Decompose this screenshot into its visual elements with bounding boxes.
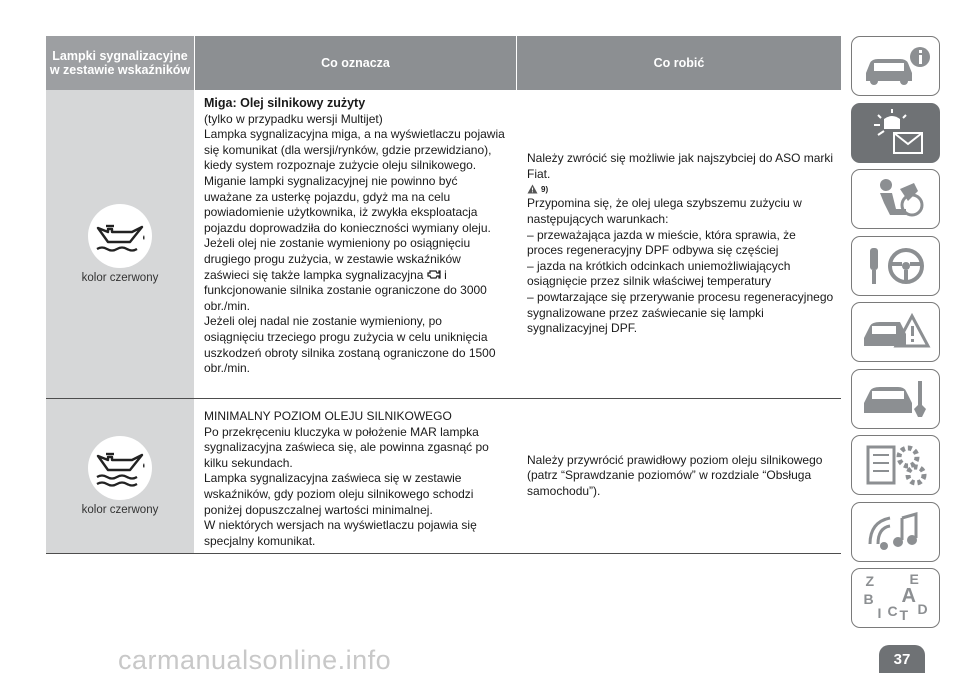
meaning-text: Lampka sygnalizacyjna zaświeca się w zestawie wskaźników, gdy poziom oleju silnikowego schodzi poniżej dopuszczalnej wartości minimalnej. <box>204 471 474 517</box>
meaning-title: MINIMALNY POZIOM OLEJU SILNIKOWEGO <box>204 409 452 423</box>
meaning-text: W niektórych wersjach na wyświetlaczu pojawia się specjalny komunikat. <box>204 518 477 548</box>
tab-multimedia[interactable] <box>851 502 940 562</box>
car-service-icon <box>860 375 932 423</box>
tab-starting-driving[interactable] <box>851 236 940 296</box>
meaning-text: Po przekręceniu kluczyka w położenie MAR lampka sygnalizacyjna zaświeca się, ale powinna zgasnąć po kilku sekundach. <box>204 424 489 470</box>
action-text: Należy przywrócić prawidłowy poziom oleju silnikowego (patrz “Sprawdzanie poziomów” w rozdziale “Obsługa samochodu”). <box>527 452 823 498</box>
meaning-cell <box>194 90 515 398</box>
multimedia-icon <box>860 508 932 556</box>
tab-warning-lights[interactable] <box>851 103 940 163</box>
tab-emergency[interactable] <box>851 302 940 362</box>
header-lights: Lampki sygnalizacyjne w zestawie wskaźników <box>46 36 194 90</box>
tab-safety[interactable] <box>851 169 940 229</box>
warning-lights-icon <box>860 109 932 157</box>
indicator-cell <box>46 90 194 398</box>
table-row <box>46 90 841 399</box>
tab-maintenance[interactable] <box>851 369 940 429</box>
watermark: carmanualsonline.info <box>118 645 392 675</box>
meaning-text: (tylko w przypadku wersji Multijet) <box>204 111 383 126</box>
header-meaning: Co oznacza <box>195 36 516 90</box>
meaning-text: Miganie lampki sygnalizacyjnej nie powinno być uważane za usterkę pojazdu, gdyż ma na celu powiadomienie użytkownika, iż zwykła eksploatacja pojazdu doprowadziła do konieczności wymiany oleju. <box>204 173 491 235</box>
indicator-cell <box>46 399 194 553</box>
tab-car-info[interactable] <box>851 36 940 96</box>
meaning-text: Lampka sygnalizacyjna miga, a na wyświetlaczu pojawia się komunikat (dla wersji/rynków, gdzie przewidziano), kiedy system rozpoznaje zużycie oleju silnikowego. <box>204 127 505 173</box>
engine-check-icon <box>427 269 441 280</box>
page-number: 37 <box>879 645 925 673</box>
header-action: Co robić <box>517 36 841 90</box>
table-row <box>46 399 841 554</box>
action-text: Przypomina się, że olej ulega szybszemu zużyciu w następujących warunkach: <box>527 196 802 227</box>
warning-triangle-icon <box>527 184 538 194</box>
color-label: kolor czerwony <box>81 272 159 284</box>
reference-note: 9) <box>527 182 835 196</box>
color-label: kolor czerwony <box>81 504 159 516</box>
oil-can-wave-icon <box>88 204 152 268</box>
action-text: Należy zwrócić się możliwie jak najszybciej do ASO marki Fiat. <box>527 151 834 181</box>
meaning-text: Jeżeli olej nadal nie zostanie wymieniony, po osiągnięciu trzeciego progu zużycia w celu uniknięcia uszkodzeń obroty silnika zostaną ograniczone do 1500 obr./min. <box>204 314 496 376</box>
tab-index[interactable] <box>851 568 940 628</box>
action-cell <box>515 399 841 553</box>
action-text: – powtarzające się przerywanie procesu regeneracyjnego sygnalizowane przez zaświecanie się lampki sygnalizacyjnej DPF. <box>527 289 834 336</box>
action-text: – jazda na krótkich odcinkach uniemożliwiających osiągnięcie przez silnik właściwej temperatury <box>527 258 791 289</box>
alphabet-index-icon: Z E B A I C T D <box>863 571 928 623</box>
airbag-seat-icon <box>860 175 932 223</box>
chapter-sidebar <box>851 36 942 635</box>
tab-specifications[interactable] <box>851 435 940 495</box>
meaning-cell <box>194 399 515 553</box>
action-cell <box>515 90 841 398</box>
car-breakdown-icon <box>860 308 932 356</box>
meaning-text: Jeżeli olej nie zostanie wymieniony po osiągnięciu drugiego progu zużycia, w zestawie wskaźników zaświeci się także lampka sygnalizacyjna i funkcjonowanie silnika zostanie ograniczone do 3000 obr./min. <box>204 236 487 313</box>
warning-lights-table <box>46 36 841 554</box>
oil-can-level-icon <box>88 436 152 500</box>
key-steering-wheel-icon <box>860 242 932 290</box>
car-info-icon <box>860 43 932 89</box>
specs-gears-icon <box>860 441 932 489</box>
meaning-title: Miga: Olej silnikowy zużyty <box>204 96 366 110</box>
action-text: – przeważająca jazda w mieście, która sprawia, że proces regeneracyjny DPF odbywa się częściej <box>527 227 796 258</box>
table-header <box>46 36 841 90</box>
